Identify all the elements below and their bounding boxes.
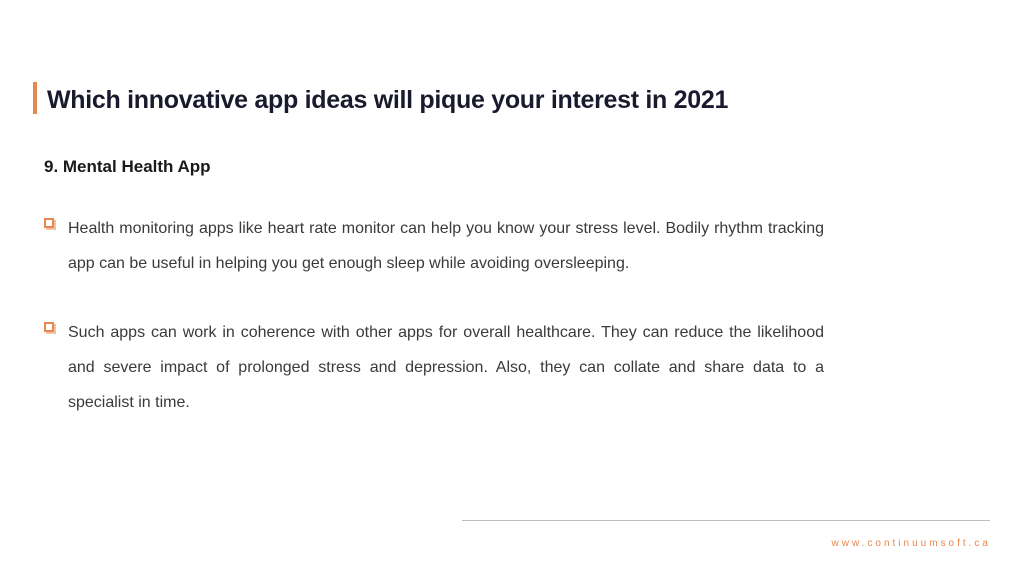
bullet-text: Health monitoring apps like heart rate monitor can help you know your stress level. Bodily rhythm tracking app can be useful in helping you get enough sleep while avoiding oversleeping.: [68, 220, 824, 272]
title-accent-bar: [33, 82, 37, 114]
footer-website: www.continuumsoft.ca: [831, 538, 991, 549]
bullet-text: Such apps can work in coherence with other apps for overall healthcare. They can reduce the likelihood and severe impact of prolonged stress and depression. Also, they can collate and share data to a specialist in time.: [68, 324, 824, 411]
section-heading: 9. Mental Health App: [44, 157, 211, 176]
slide-title: Which innovative app ideas will pique your interest in 2021: [47, 86, 729, 114]
footer-divider: [462, 520, 990, 521]
checkbox-icon: [44, 322, 54, 332]
checkbox-icon: [44, 218, 54, 228]
bullet-item: [44, 211, 824, 281]
bullet-item: [44, 315, 824, 420]
